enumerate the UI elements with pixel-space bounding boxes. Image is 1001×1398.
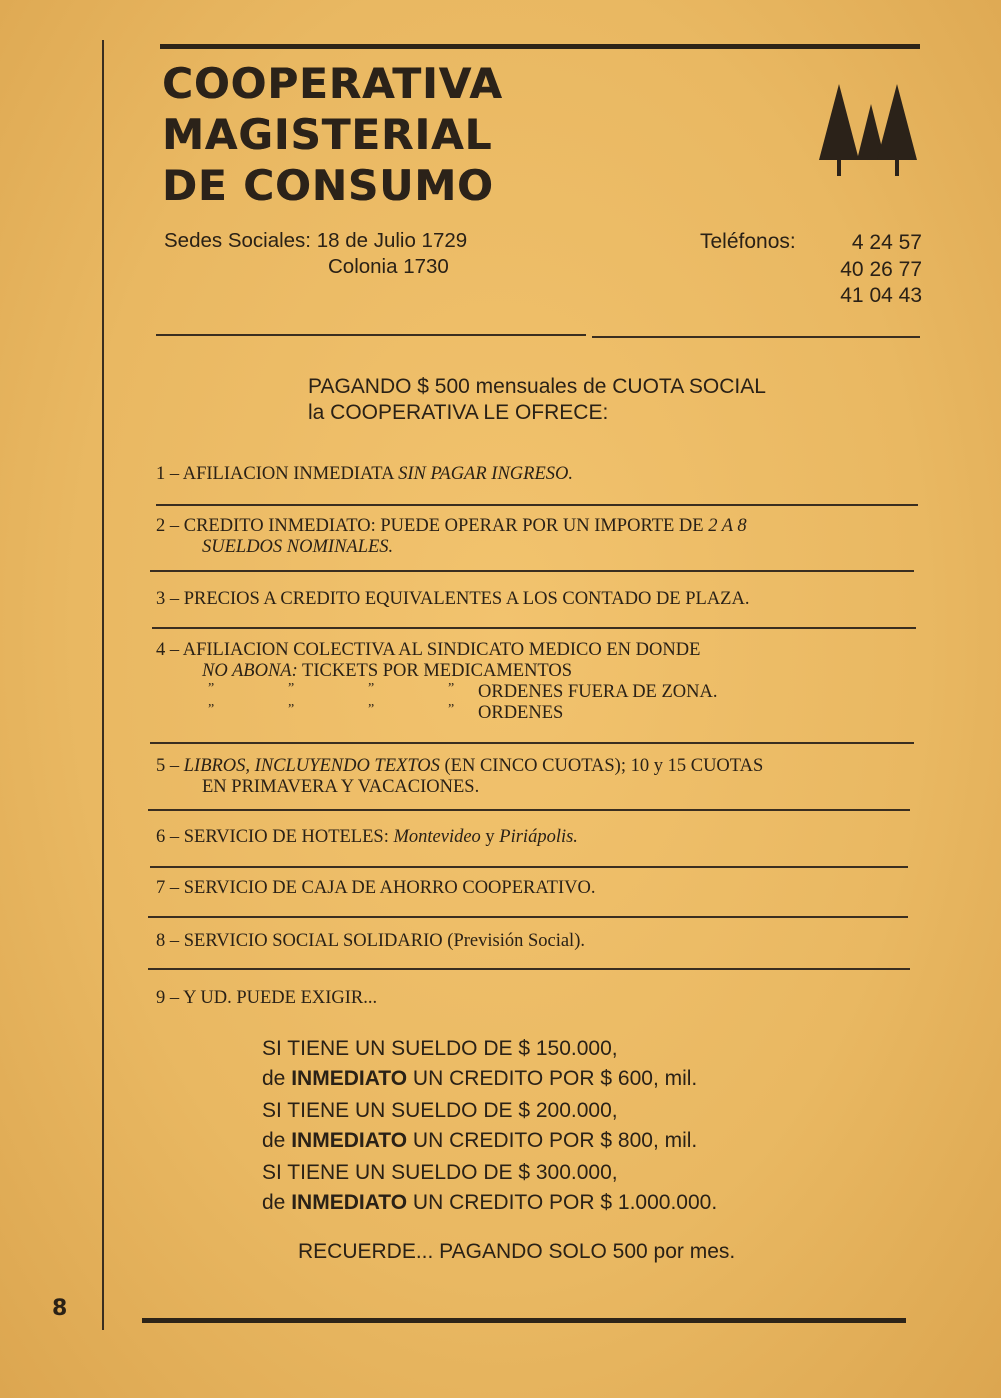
ditto-mark: ” — [208, 702, 215, 717]
item-text-line-2: EN PRIMAVERA Y VACACIONES. — [202, 777, 480, 797]
item-text-italic: LIBROS, INCLUYENDO TEXTOS — [183, 756, 440, 776]
item-text-line-4: ORDENES — [478, 703, 564, 723]
ditto-mark: ” — [368, 702, 375, 717]
offer-credit: UN CREDITO POR $ 1.000.000. — [407, 1191, 718, 1214]
offer-prefix: de — [262, 1191, 292, 1214]
top-rule — [160, 44, 920, 49]
item-text-line-3: ORDENES FUERA DE ZONA. — [478, 682, 718, 702]
title-line-2: MAGISTERIAL — [162, 110, 493, 159]
list-item-2 — [156, 516, 747, 558]
phone-list — [826, 230, 922, 310]
divider — [150, 742, 914, 744]
offer-bold: INMEDIATO — [291, 1067, 408, 1090]
phones-label: Teléfonos: — [700, 230, 796, 253]
address-line-2: Colonia 1730 — [328, 255, 449, 278]
item-text-italic: NO ABONA: — [202, 661, 298, 681]
item-number: 8 – — [156, 931, 180, 951]
list-item-4 — [156, 640, 717, 724]
item-text: PRECIOS A CREDITO EQUIVALENTES A LOS CONTADO DE PLAZA. — [183, 589, 750, 609]
item-text: SERVICIO DE HOTELES: — [183, 827, 394, 847]
offer-salary: SI TIENE UN SUELDO DE $ 200.000, — [262, 1099, 618, 1122]
phone-1: 4 24 57 — [851, 231, 922, 254]
offer-salary: SI TIENE UN SUELDO DE $ 150.000, — [262, 1037, 618, 1060]
ditto-mark: ” — [208, 681, 215, 696]
margin-rule — [102, 40, 104, 1330]
divider — [156, 504, 918, 506]
item-number: 7 – — [156, 878, 180, 898]
list-item-5 — [156, 756, 763, 798]
item-text-italic: 2 A 8 — [708, 516, 747, 536]
offer-credit: UN CREDITO POR $ 600, mil. — [407, 1067, 698, 1090]
list-item-6 — [156, 827, 578, 848]
item-number: 9 – — [156, 988, 180, 1008]
bottom-rule — [142, 1318, 906, 1323]
intro-line-2: la COOPERATIVA LE OFRECE: — [308, 401, 609, 424]
phone-2: 40 26 77 — [840, 257, 922, 281]
title-line-3: DE CONSUMO — [162, 161, 494, 210]
divider — [148, 916, 908, 918]
item-text: SERVICIO DE CAJA DE AHORRO COOPERATIVO. — [183, 878, 596, 898]
page-title — [162, 58, 503, 211]
offer-prefix: de — [262, 1067, 292, 1090]
address-line-1: Sedes Sociales: 18 de Julio 1729 — [164, 229, 468, 252]
list-item-3 — [156, 589, 749, 610]
intro — [308, 374, 766, 426]
offer-salary: SI TIENE UN SUELDO DE $ 300.000, — [262, 1161, 618, 1184]
offer-credit: UN CREDITO POR $ 800, mil. — [407, 1129, 698, 1152]
list-item-9 — [156, 988, 377, 1009]
intro-line-1: PAGANDO $ 500 mensuales de CUOTA SOCIAL — [308, 375, 766, 398]
offer-3 — [262, 1158, 717, 1218]
item-number: 5 – — [156, 756, 180, 776]
pine-trees-logo-icon — [815, 82, 919, 178]
item-number: 1 – — [156, 464, 180, 484]
item-text: CREDITO INMEDIATO: PUEDE OPERAR POR UN IMPORTE DE — [183, 516, 709, 536]
divider — [148, 968, 910, 970]
divider — [150, 866, 908, 868]
divider — [150, 570, 914, 572]
title-line-1: COOPERATIVA — [162, 59, 503, 108]
item-text-connector: y — [480, 827, 500, 847]
offer-bold: INMEDIATO — [291, 1129, 408, 1152]
divider — [148, 809, 910, 811]
list-item-1 — [156, 464, 573, 485]
item-number: 4 – — [156, 640, 180, 660]
item-text: SERVICIO SOCIAL SOLIDARIO — [183, 931, 448, 951]
ditto-mark: ” — [368, 681, 375, 696]
list-item-7 — [156, 878, 595, 899]
item-number: 3 – — [156, 589, 180, 609]
page-number: 8 — [52, 1296, 68, 1321]
ditto-mark: ” — [448, 702, 455, 717]
reminder-text: RECUERDE... PAGANDO SOLO 500 por mes. — [298, 1240, 736, 1263]
offer-1 — [262, 1034, 717, 1094]
item-text: Y UD. PUEDE EXIGIR... — [183, 988, 378, 1008]
divider — [152, 627, 916, 629]
item-text: AFILIACION INMEDIATA — [182, 464, 399, 484]
list-item-8 — [156, 931, 585, 952]
item-text: AFILIACION COLECTIVA AL SINDICATO MEDICO EN DONDE — [182, 640, 701, 660]
item-number: 2 – — [156, 516, 180, 536]
item-text-line-2: SUELDOS NOMINALES. — [202, 537, 394, 557]
ditto-mark: ” — [448, 681, 455, 696]
item-number: 6 – — [156, 827, 180, 847]
ditto-mark: ” — [288, 681, 295, 696]
offer-bold: INMEDIATO — [291, 1191, 408, 1214]
phone-3: 41 04 43 — [840, 284, 922, 307]
item-text-line-2: TICKETS POR MEDICAMENTOS — [297, 661, 573, 681]
item-text-extra: (Previsión Social). — [447, 931, 585, 951]
offer-prefix: de — [262, 1129, 292, 1152]
ditto-mark: ” — [288, 702, 295, 717]
item-text-italic: Montevideo — [393, 827, 481, 847]
offer-2 — [262, 1096, 717, 1156]
item-text-italic-2: Piriápolis. — [499, 827, 578, 847]
credit-offers — [262, 1034, 717, 1220]
header-divider-left — [156, 334, 586, 336]
address — [164, 228, 467, 280]
header-divider-right — [592, 336, 920, 338]
item-text: (EN CINCO CUOTAS); 10 y 15 CUOTAS — [439, 756, 764, 776]
item-text-italic: SIN PAGAR INGRESO. — [398, 464, 573, 484]
